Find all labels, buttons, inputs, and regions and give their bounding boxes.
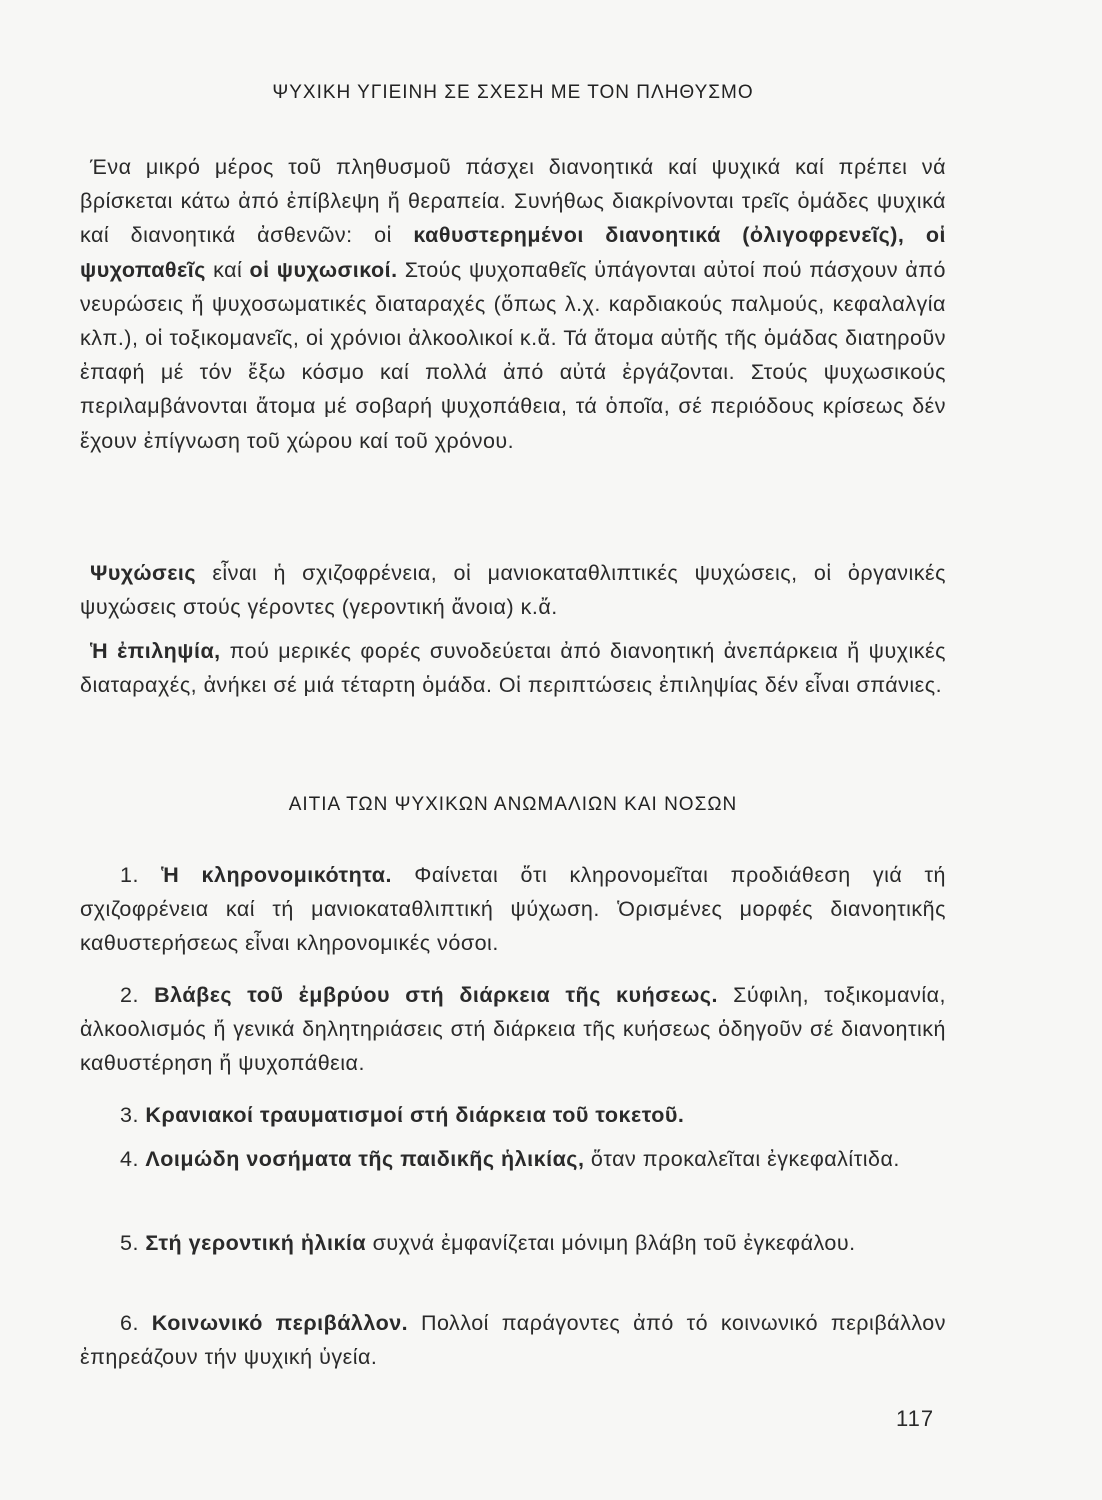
cause-item <box>80 1098 946 1132</box>
cause-number: 6. <box>120 1311 139 1335</box>
cause-text: ὅταν προκαλεῖται ἐγκεφαλίτιδα. <box>584 1147 900 1171</box>
cause-title: Ἡ κληρονομικότητα. <box>161 863 392 887</box>
cause-number: 5. <box>120 1231 139 1255</box>
cause-number: 1. <box>120 863 139 887</box>
cause-title: Κοινωνικό περιβάλλον. <box>151 1311 409 1335</box>
paragraph-psychoses <box>80 556 946 624</box>
cause-text: Πολλοί παράγοντες ἀπό τό κοινωνικό περιβάλλον ἐπηρεάζουν τήν ψυχική ὑγεία. <box>80 1311 946 1370</box>
cause-item <box>80 978 946 1081</box>
cause-item <box>80 1226 946 1260</box>
bold-term: οἱ ψυχωσικοί. <box>249 257 398 282</box>
cause-item <box>80 1142 946 1176</box>
bold-term: Ψυχώσεις <box>90 561 197 585</box>
bold-term: Ἡ ἐπιληψία, <box>90 639 221 663</box>
paragraph-text: Στούς ψυχοπαθεῖς ὑπάγονται αὐτοί πού πάσχουν ἀπό νευρώσεις ἤ ψυχοσωματικές διαταραχές (ὅπως λ.χ. καρδιακούς παλμούς, κεφαλαλγία κλπ.), οἱ τοξικομανεῖς, οἱ χρόνιοι ἀλκοολικοί κ.ἄ. Τά ἄτομα αὐτῆς τῆς ὁμάδας διατηροῦν ἐπαφή μέ τόν ἔξω κόσμο καί πολλά ἀπό αὐτά ἐργάζονται. Στούς ψυχωσικούς περιλαμβάνονται ἄτομα μέ σοβαρή ψυχοπάθεια, τά ὁποῖα, σέ περιόδους κρίσεως δέν ἔχουν ἐπίγνωση τοῦ χώρου καί τοῦ χρόνου. <box>80 257 946 453</box>
cause-title: Κρανιακοί τραυματισμοί στή διάρκεια τοῦ τοκετοῦ. <box>145 1103 685 1127</box>
paragraph-groups <box>80 150 946 458</box>
paragraph-text: Ένα μικρό μέρος τοῦ πληθυσμοῦ πάσχει διανοητικά καί ψυχικά καί πρέπει νά βρίσκεται κάτω ἀπό ἐπίβλεψη ἤ θεραπεία. Συνήθως διακρίνονται τρεῖς ὁμάδες ψυχικά καί διανοητικά ἀσθενῶν: οἱ <box>80 155 946 248</box>
cause-text: Σύφιλη, τοξικομανία, ἀλκοολισμός ἤ γενικά δηλητηριάσεις στή διάρκεια τῆς κυήσεως ὁδηγοῦν σέ διανοητική καθυστέρηση ἤ ψυχοπάθεια. <box>80 983 947 1076</box>
section-heading-mental-hygiene: ΨΥΧΙΚΗ ΥΓΙΕΙΝΗ ΣΕ ΣΧΕΣΗ ΜΕ ΤΟΝ ΠΛΗΘΥΣΜΟ <box>272 82 754 103</box>
section-heading-causes: ΑΙΤΙΑ ΤΩΝ ΨΥΧΙΚΩΝ ΑΝΩΜΑΛΙΩΝ ΚΑΙ ΝΟΣΩΝ <box>288 794 738 815</box>
bold-term: καθυστερημένοι διανοητικά (ὀλιγοφρενεῖς), οἱ ψυχοπαθεῖς <box>80 223 946 282</box>
paragraph-epilepsy <box>80 634 946 702</box>
cause-item <box>80 858 946 961</box>
cause-text: συχνά ἐμφανίζεται μόνιμη βλάβη τοῦ ἐγκεφάλου. <box>366 1231 856 1255</box>
cause-title: Στή γεροντική ἡλικία <box>145 1231 367 1255</box>
cause-number: 4. <box>120 1147 139 1171</box>
cause-title: Βλάβες τοῦ ἐμβρύου στή διάρκεια τῆς κυήσεως. <box>154 983 718 1007</box>
cause-item <box>80 1306 946 1374</box>
paragraph-text: πού μερικές φορές συνοδεύεται ἀπό διανοητική ἀνεπάρκεια ἤ ψυχικές διαταραχές, ἀνήκει σέ μιά τέταρτη ὁμάδα. Οἱ περιπτώσεις ἐπιληψίας δέν εἶναι σπάνιες. <box>80 639 946 698</box>
cause-number: 2. <box>120 983 139 1007</box>
cause-text: Φαίνεται ὅτι κληρονομεῖται προδιάθεση γιά τή σχιζοφρένεια καί τή μανιοκαταθλιπτική ψύχωση. Ὁρισμένες μορφές διανοητικῆς καθυστερήσεως εἶναι κληρονομικές νόσοι. <box>80 863 946 956</box>
paragraph-text: εἶναι ἡ σχιζοφρένεια, οἱ μανιοκαταθλιπτικές ψυχώσεις, οἱ ὀργανικές ψυχώσεις στούς γέροντες (γεροντική ἄνοια) κ.ἄ. <box>80 561 946 620</box>
cause-title: Λοιμώδη νοσήματα τῆς παιδικῆς ἡλικίας, <box>145 1147 585 1171</box>
cause-number: 3. <box>120 1103 139 1127</box>
page-number: 117 <box>896 1406 935 1431</box>
paragraph-text: καί <box>205 257 250 282</box>
